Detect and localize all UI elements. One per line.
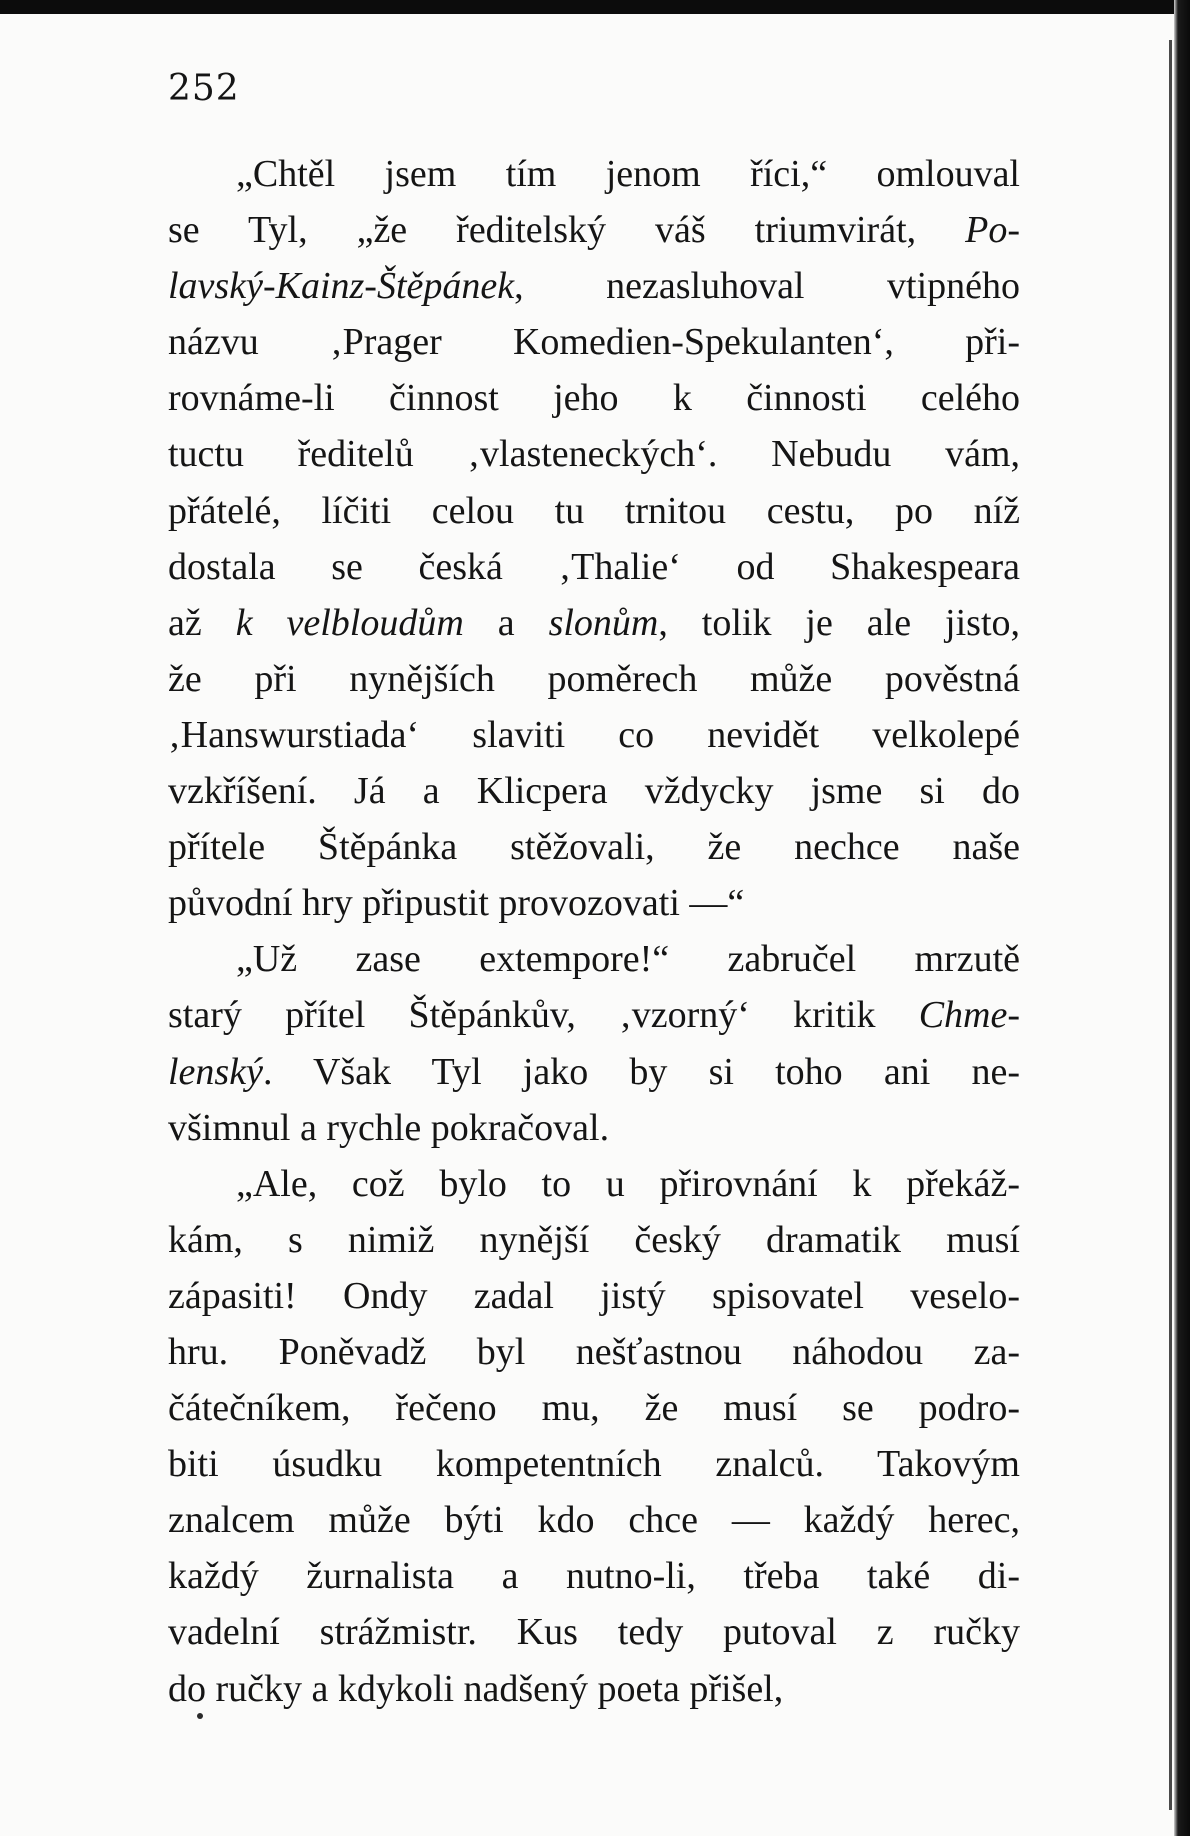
text-run: „Chtěl jsem tím jenom říci,“ omlouval bbox=[236, 153, 1020, 195]
text-line bbox=[168, 426, 1020, 482]
text-line bbox=[168, 1212, 1020, 1268]
text-line bbox=[168, 1436, 1020, 1492]
text-run: že při nynějších poměrech může pověstná bbox=[168, 657, 1020, 700]
text-run: se Tyl, „že ředitelský váš triumvirát, bbox=[168, 209, 966, 252]
text-line bbox=[168, 370, 1020, 426]
text-line bbox=[168, 1661, 1020, 1717]
text-run: starý přítel Štěpánkův, ‚vzorný‘ kritik bbox=[168, 994, 919, 1037]
text-line bbox=[168, 1268, 1020, 1324]
text-line bbox=[168, 1604, 1020, 1660]
text-line bbox=[168, 1548, 1020, 1604]
text-run: kám, s nimiž nynější český dramatik musí bbox=[168, 1218, 1020, 1261]
text-run: dostala se česká ‚Thalie‘ od Shakespeara bbox=[168, 545, 1020, 588]
text-run: hru. Poněvadž byl nešťastnou náhodou za- bbox=[168, 1330, 1020, 1373]
text-line bbox=[168, 202, 1020, 258]
text-line bbox=[168, 1156, 1020, 1212]
text-run: a bbox=[463, 601, 549, 644]
text-line bbox=[168, 595, 1020, 651]
text-run: názvu ‚Prager Komedien-Spekulanten‘, při- bbox=[168, 321, 1020, 364]
text-run: tuctu ředitelů ‚vlasteneckých‘. Nebudu vám, bbox=[168, 433, 1020, 476]
page-number: 252 bbox=[168, 68, 240, 109]
text-line bbox=[168, 483, 1020, 539]
text-line bbox=[168, 819, 1020, 875]
text-run: znalcem může býti kdo chce — každý herec, bbox=[168, 1499, 1020, 1542]
text-line bbox=[168, 539, 1020, 595]
text-line bbox=[168, 1380, 1020, 1436]
text-run: vzkříšení. Já a Klicpera vždycky jsme si do bbox=[168, 770, 1020, 813]
text-run: přítele Štěpánka stěžovali, že nechce naše bbox=[168, 826, 1020, 869]
text-line bbox=[168, 258, 1020, 314]
body-text bbox=[168, 146, 1020, 1717]
text-line bbox=[168, 707, 1020, 763]
scan-top-border bbox=[0, 0, 1190, 14]
scan-right-border bbox=[1174, 0, 1190, 1836]
text-line bbox=[168, 1324, 1020, 1380]
text-run: každý žurnalista a nutno-li, třeba také di- bbox=[168, 1555, 1020, 1598]
ink-speck bbox=[197, 1713, 203, 1719]
text-line bbox=[168, 931, 1020, 987]
text-run: zápasiti! Ondy zadal jistý spisovatel veselo- bbox=[168, 1274, 1020, 1317]
text-run: , tolik je ale jisto, bbox=[658, 601, 1020, 644]
text-run: čátečníkem, řečeno mu, že musí se podro- bbox=[168, 1387, 1020, 1430]
text-run: přátelé, líčiti celou tu trnitou cestu, po níž bbox=[168, 489, 1020, 532]
text-run: , nezasluhoval vtipného bbox=[514, 265, 1020, 308]
text-run: původní hry připustit provozovati —“ bbox=[168, 882, 745, 925]
text-run: „Ale, což bylo to u přirovnání k překáž- bbox=[236, 1162, 1020, 1205]
text-line bbox=[168, 1044, 1020, 1100]
text-run: všimnul a rychle pokračoval. bbox=[168, 1106, 610, 1149]
text-line bbox=[168, 1492, 1020, 1548]
text-run: biti úsudku kompetentních znalců. Takovým bbox=[168, 1443, 1020, 1486]
italic-text-run: lavský-Kainz-Štěpánek bbox=[168, 265, 515, 308]
text-run: až bbox=[168, 601, 236, 644]
italic-text-run: Po- bbox=[965, 209, 1020, 252]
italic-text-run: Chme- bbox=[918, 994, 1020, 1037]
text-run: rovnáme-li činnost jeho k činnosti celého bbox=[168, 377, 1020, 420]
text-run: vadelní strážmistr. Kus tedy putoval z ručky bbox=[168, 1611, 1020, 1654]
text-line bbox=[168, 314, 1020, 370]
text-run: . Však Tyl jako by si toho ani ne- bbox=[262, 1050, 1020, 1093]
text-line bbox=[168, 763, 1020, 819]
scan-page-edge-line bbox=[1169, 40, 1172, 1810]
text-line bbox=[168, 987, 1020, 1043]
italic-text-run: lenský bbox=[168, 1050, 263, 1093]
text-run: „Už zase extempore!“ zabručel mrzutě bbox=[236, 938, 1020, 981]
text-line bbox=[168, 1100, 1020, 1156]
text-run: ‚Hanswurstiada‘ slaviti co nevidět velkolepé bbox=[168, 713, 1020, 756]
text-run: do ručky a kdykoli nadšený poeta přišel, bbox=[168, 1667, 784, 1710]
text-line bbox=[168, 875, 1020, 931]
text-line bbox=[168, 651, 1020, 707]
italic-text-run: k velbloudům bbox=[235, 601, 464, 644]
text-line bbox=[168, 146, 1020, 202]
italic-text-run: slonům bbox=[548, 601, 659, 644]
